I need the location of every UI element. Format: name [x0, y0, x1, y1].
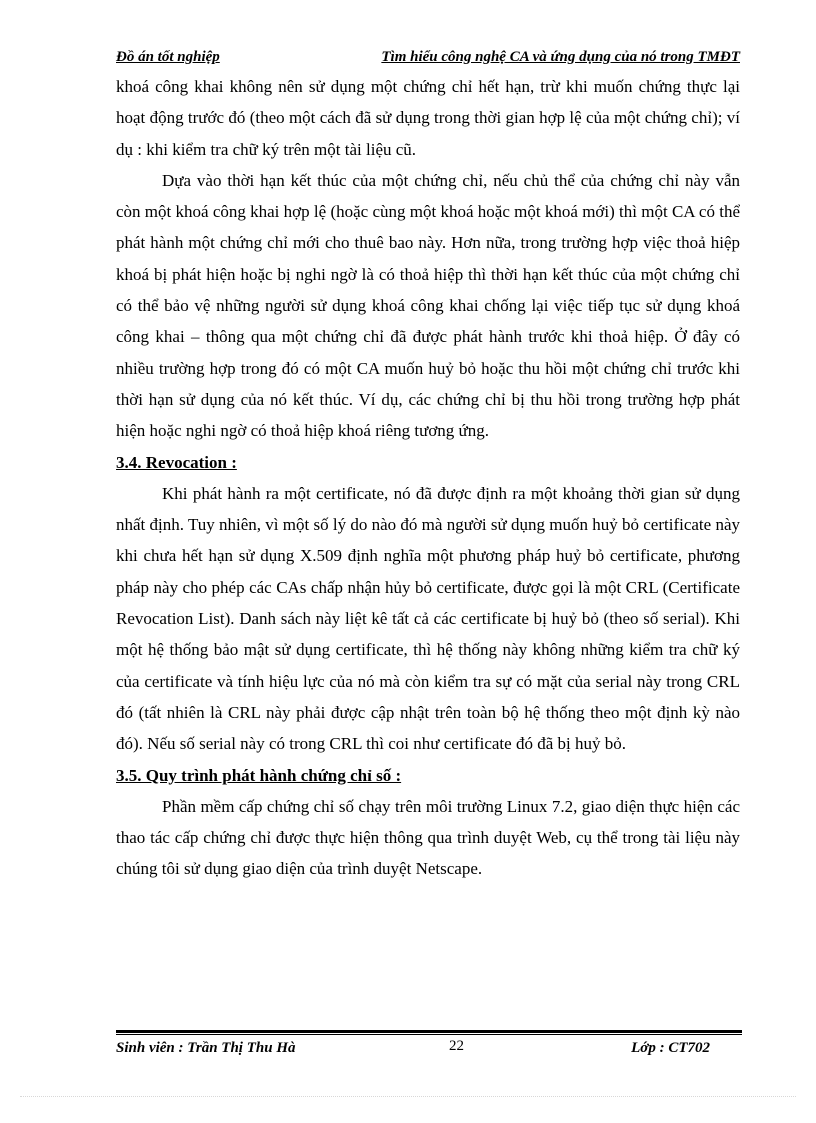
header-thesis-title: Đồ án tốt nghiệp: [116, 49, 220, 65]
page-footer: [116, 1040, 740, 1062]
paragraph-issuance-software: Phần mềm cấp chứng chỉ số chạy trên môi trường Linux 7.2, giao diện thực hiện các thao tác cấp chứng chỉ được thực hiện thông qua trình duyệt Web, cụ thể trong tài liệu này chúng tôi sử dụng giao diện của trình duyệt Netscape.: [116, 796, 740, 879]
footer-class: Lớp : CT702: [631, 1040, 710, 1056]
page-content: [116, 71, 740, 885]
section-heading-issuance-process: 3.5. Quy trình phát hành chứng chỉ số :: [116, 765, 402, 785]
paragraph-expiry: Dựa vào thời hạn kết thúc của một chứng chỉ, nếu chủ thể của chứng chỉ này vẫn còn một khoá công khai hợp lệ (hoặc cùng một khoá hoặc một khoá mới) thì một CA có thể phát hành một chứng chỉ mới cho thuê bao này. Hơn nữa, trong trường hợp việc thoả hiệp khoá bị phát hiện hoặc bị nghi ngờ là có thoả hiệp thì thời hạn kết thúc của một chứng chỉ có thể bảo vệ những người sử dụng khoá công khai chống lại việc tiếp tục sử dụng khoá công khai – thông qua một chứng chỉ đã được phát hành trước khi thoả hiệp. Ở đây có nhiều trường hợp trong đó có một CA muốn huỷ bỏ hoặc thu hồi một chứng chỉ trước khi thời hạn sử dụng của nó kết thúc. Ví dụ, các chứng chỉ bị thu hồi trong trường hợp phát hiện hoặc nghi ngờ có thoả hiệp khoá riêng tương ứng.: [116, 170, 740, 441]
section-heading-revocation: 3.4. Revocation :: [116, 452, 237, 472]
footer-student-name: Sinh viên : Trần Thị Thu Hà: [116, 1040, 296, 1056]
footer-divider-thin: [116, 1034, 742, 1035]
paragraph-revocation: Khi phát hành ra một certificate, nó đã được định ra một khoảng thời gian sử dụng nhất định. Tuy nhiên, vì một số lý do nào đó mà người sử dụng muốn huỷ bỏ certificate này khi chưa hết hạn sử dụng X.509 định nghĩa một phương pháp huỷ bỏ certificate, phương pháp này cho phép các CAs chấp nhận hủy bỏ certificate, được gọi là một CRL (Certificate Revocation List). Danh sách này liệt kê tất cả các certificate bị huỷ bỏ (theo số serial). Khi một hệ thống bảo mật sử dụng certificate, thì hệ thống này không những kiểm tra chữ ký của certificate và tính hiệu lực của nó mà còn kiểm tra sự có mặt của serial này trong CRL đó (tất nhiên là CRL này phải được cập nhật trên toàn bộ hệ thống theo một định kỳ nào đó). Nếu số serial này có trong CRL thì coi như certificate đó đã bị huỷ bỏ.: [116, 483, 740, 754]
page-bottom-edge: [20, 1096, 796, 1097]
paragraph-continuation: khoá công khai không nên sử dụng một chứng chỉ hết hạn, trừ khi muốn chứng thực lại hoạt động trước đó (theo một cách đã sử dụng trong thời gian hợp lệ của một chứng chỉ); ví dụ : khi kiểm tra chữ ký trên một tài liệu cũ.: [116, 77, 740, 159]
footer-divider-thick: [116, 1030, 742, 1033]
header-topic-title: Tìm hiểu công nghệ CA và ứng dụng của nó trong TMĐT: [381, 49, 740, 65]
page-number: 22: [449, 1038, 464, 1054]
page-header: [116, 49, 740, 69]
